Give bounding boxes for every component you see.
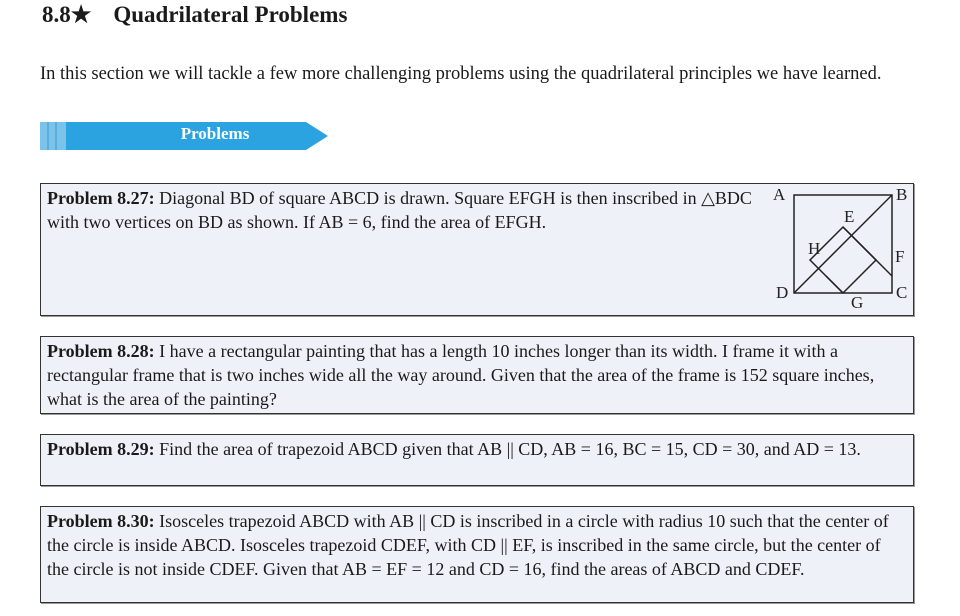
banner-label: Problems [180, 124, 250, 143]
problem-8-28 [40, 336, 914, 414]
label-C: C [896, 283, 908, 302]
label-A: A [773, 185, 786, 204]
intro-paragraph: In this section we will tackle a few more challenging problems using the quadrilateral principles we have learned. [40, 64, 882, 84]
problem-text: Find the area of trapezoid ABCD given that AB || CD, AB = 16, BC = 15, CD = 30, and AD = 13. [159, 439, 861, 459]
label-E: E [844, 207, 855, 226]
label-F: F [895, 247, 905, 266]
label-H: H [808, 239, 821, 258]
section-title: Quadrilateral Problems [113, 2, 348, 27]
label-G: G [851, 293, 864, 312]
problem-label: Problem 8.30: [47, 511, 155, 531]
section-number: 8.8★ [42, 2, 92, 27]
problem-8-30 [40, 506, 914, 603]
label-B: B [896, 185, 908, 204]
problems-banner [40, 120, 330, 152]
problem-label: Problem 8.27: [47, 188, 155, 208]
problem-8-29 [40, 434, 914, 486]
problem-text: Diagonal BD of square ABCD is drawn. Square EFGH is then inscribed in △BDC with two vertices on BD as shown. If AB = 6, find the area of EFGH. [47, 188, 752, 232]
section-heading [42, 2, 347, 28]
label-D: D [776, 283, 789, 302]
problem-text: I have a rectangular painting that has a length 10 inches longer than its width. I frame it with a rectangular frame that is two inches wide all the way around. Given that the area of the frame is 152 square inches, what is the area of the painting? [47, 341, 875, 409]
problem-label: Problem 8.29: [47, 439, 155, 459]
problem-label: Problem 8.28: [47, 341, 155, 361]
problem-text: Isosceles trapezoid ABCD with AB || CD is inscribed in a circle with radius 10 such that the center of the circle is inside ABCD. Isosceles trapezoid CDEF, with CD || EF, is inscribed in the same circle, but the center of the circle is not inside CDEF. Given that AB = EF = 12 and CD = 16, find the areas of ABCD and CDEF. [47, 511, 889, 579]
square-figure [768, 180, 918, 315]
